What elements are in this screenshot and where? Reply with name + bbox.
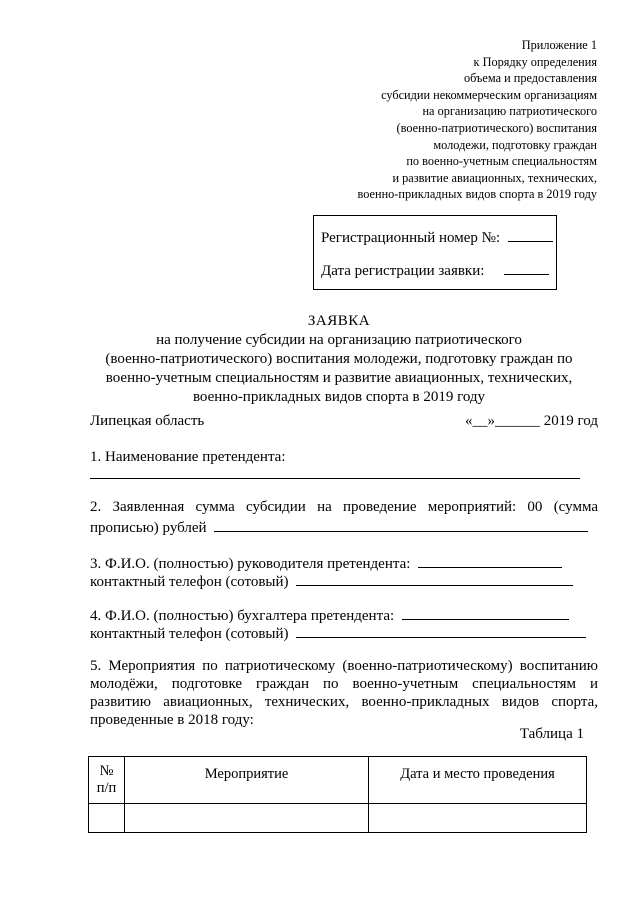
registration-number-field[interactable] [508,229,553,242]
registration-date-row [321,262,549,280]
title-line: военно-учетным специальностям и развитие авиационных, технических, [105,370,573,386]
registration-date-label: Дата регистрации заявки: [321,263,485,279]
accountant-phone-row [90,623,586,643]
director-name-field[interactable] [418,553,562,568]
table-caption: Таблица 1 [519,726,584,742]
table-header-number: № п/п [89,757,125,804]
subsidy-amount-row [90,517,588,537]
table-cell-number[interactable] [89,804,125,833]
table-cell-date-place[interactable] [369,804,587,833]
appendix-line: и развитие авиационных, технических, [392,170,597,185]
director-row [90,553,562,573]
title-line: на получение субсидии на организацию патриотического [156,332,522,348]
appendix-line: Приложение 1 [521,38,597,52]
appendix-line: субсидии некоммерческим организациям [381,87,597,102]
table-cell-event[interactable] [125,804,369,833]
table-row [89,804,587,833]
appendix-line: военно-прикладных видов спорта в 2019 году [357,187,597,202]
subsidy-words-field[interactable] [214,517,588,532]
appendix-header [358,37,597,203]
registration-box [313,215,557,290]
applicant-name-label: 1. Наименование претендента: [90,449,286,465]
registration-date-field[interactable] [504,262,549,275]
events-paragraph-line: молодёжи, подготовке граждан по военно-учетным специальностям и [90,676,598,692]
appendix-line: молодежи, подготовку граждан [433,137,597,152]
appendix-line: к Порядку определения [473,54,597,69]
registration-number-row [321,229,553,247]
director-name-label: 3. Ф.И.О. (полностью) руководителя претендента: [90,556,411,572]
director-phone-label: контактный телефон (сотовый) [90,574,289,590]
director-phone-row [90,571,573,591]
accountant-phone-label: контактный телефон (сотовый) [90,626,289,642]
accountant-name-label: 4. Ф.И.О. (полностью) бухгалтера претендента: [90,608,395,624]
appendix-line: на организацию патриотического [422,104,597,119]
table-header-date-place: Дата и место проведения [369,757,587,804]
director-phone-field[interactable] [296,571,573,586]
document-title [80,312,598,407]
subsidy-words-label: прописью) рублей [90,520,207,536]
events-table [88,756,587,833]
applicant-name-field[interactable] [90,478,580,479]
accountant-phone-field[interactable] [296,623,586,638]
title-line: (военно-патриотического) воспитания молодежи, подготовку граждан по [105,351,573,367]
title-main: ЗАЯВКА [307,313,371,329]
events-paragraph-line: развитию авиационных, технических, военно-прикладных видов спорта, [90,694,598,710]
events-paragraph-line: проведенные в 2018 году: [90,712,254,728]
registration-number-label: Регистрационный номер №: [321,230,501,246]
appendix-line: по военно-учетным специальностям [406,154,597,169]
accountant-row [90,605,569,625]
place-label: Липецкая область [90,413,205,429]
date-field[interactable]: «__»______ 2019 год [465,413,598,429]
events-paragraph-line: 5. Мероприятия по патриотическому (военно-патриотическому) воспитанию [90,658,598,674]
appendix-line: (военно-патриотического) воспитания [396,120,597,135]
table-header-row [89,757,587,804]
table-header-event: Мероприятие [125,757,369,804]
accountant-name-field[interactable] [402,605,569,620]
appendix-line: объема и предоставления [463,71,597,86]
subsidy-amount-line: 2. Заявленная сумма субсидии на проведение мероприятий: 00 (сумма [90,499,598,515]
title-line: военно-прикладных видов спорта в 2019 году [192,389,486,405]
